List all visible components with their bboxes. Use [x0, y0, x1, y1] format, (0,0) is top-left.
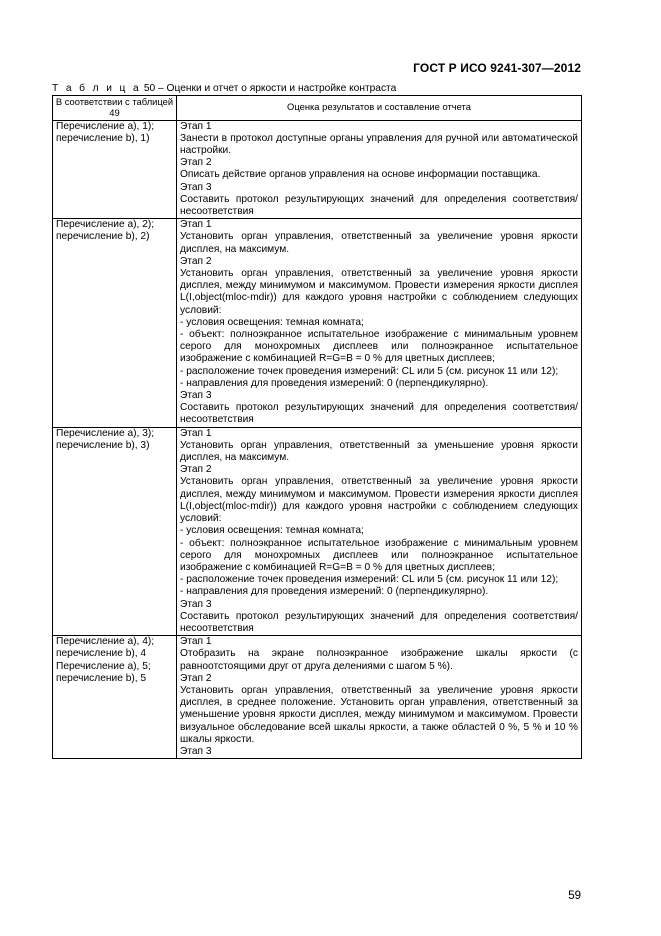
- evaluation-line: - условия освещения: темная комната;: [180, 316, 364, 328]
- evaluation-line: - объект: полноэкранное испытательное изображение с минимальным уровнем серого для монохромных дисплеев или полноэкранное испытательное изображение с комбинацией R=G=B = 0 % для цветных дисплеев;: [180, 329, 578, 365]
- evaluation-line: Описать действие органов управления на основе информации поставщика.: [180, 169, 541, 181]
- table-caption: [52, 83, 396, 94]
- document-standard-header: ГОСТ Р ИСО 9241-307—2012: [413, 61, 581, 75]
- row-reference-cell: Перечисление а), 1); перечисление b), 1): [53, 120, 177, 219]
- row-reference-cell: Перечисление а), 2); перечисление b), 2): [53, 219, 177, 427]
- evaluation-line: Отобразить на экране полноэкранное изображение шкалы яркости (с равноотстоящими друг от друга делениями с шагом 5 %).: [180, 648, 578, 672]
- evaluation-line: Этап 3: [180, 181, 212, 193]
- evaluation-line: - направления для проведения измерений: 0 (перпендикулярно).: [180, 377, 489, 389]
- row-reference-cell: Перечисление а), 3); перечисление b), 3): [53, 427, 177, 635]
- evaluation-table: [52, 95, 582, 759]
- table-row: [53, 636, 582, 759]
- row-evaluation-cell: [177, 120, 582, 219]
- evaluation-line: Этап 2: [180, 255, 212, 267]
- evaluation-line: Этап 1: [180, 427, 212, 439]
- row-evaluation-cell: [177, 636, 582, 759]
- evaluation-line: Установить орган управления, ответственный за уменьшение уровня яркости дисплея, на максимум.: [180, 439, 578, 464]
- header-evaluation: Оценка результатов и составление отчета: [177, 96, 582, 121]
- table-caption-text: 50 – Оценки и отчет о яркости и настройке контраста: [143, 83, 397, 94]
- evaluation-line: Установить орган управления, ответственный за увеличение уровня яркости дисплея, в среднее положение. Установить орган управления, ответственный за уменьшение уровня яркости дисплея, между минимумом и максимумом. Провести визуальное обследование всей шкалы яркости, а также областей 0 %, 5 % и 10 % шкалы яркости.: [180, 684, 578, 745]
- evaluation-line: - направления для проведения измерений: 0 (перпендикулярно).: [180, 586, 489, 598]
- evaluation-line: Составить протокол результирующих значений для определения соответствия/несоответствия: [180, 402, 578, 426]
- evaluation-line: - объект: полноэкранное испытательное изображение с минимальным уровнем серого для монохромных дисплеев или полноэкранное испытательное изображение с комбинацией R=G=B = 0 % для цветных дисплеев;: [180, 537, 578, 573]
- table-header-row: [53, 96, 582, 121]
- evaluation-line: Этап 1: [180, 219, 212, 231]
- evaluation-line: Этап 3: [180, 390, 212, 402]
- table-row: [53, 219, 582, 427]
- evaluation-line: Этап 2: [180, 157, 212, 169]
- table-caption-label: Т а б л и ц а: [52, 83, 142, 94]
- evaluation-line: Установить орган управления, ответственный за увеличение уровня яркости дисплея, на максимум.: [180, 231, 578, 255]
- evaluation-line: Этап 3: [180, 598, 212, 610]
- table-row: [53, 427, 582, 635]
- evaluation-line: Установить орган управления, ответственный за увеличение уровня яркости дисплея, между минимумом и максимумом. Провести измерения яркости дисплея L(I,object(mloc-mdir)) для каждого уровня настройки с соблюдением следующих условий:: [180, 268, 578, 316]
- page-number: 59: [568, 890, 581, 902]
- row-evaluation-cell: [177, 219, 582, 427]
- evaluation-line: Этап 1: [180, 636, 212, 648]
- row-reference-cell: Перечисление а), 4); перечисление b), 4 Перечисление а), 5; перечисление b), 5: [53, 636, 177, 759]
- evaluation-line: Этап 3: [180, 745, 212, 757]
- header-reference: В соответствии с таблицей 49: [53, 96, 177, 121]
- evaluation-line: - расположение точек проведения измерений: CL или 5 (см. рисунок 11 или 12);: [180, 574, 559, 586]
- evaluation-line: Установить орган управления, ответственный за увеличение уровня яркости дисплея, между минимумом и максимумом. Провести измерения яркости дисплея L(I,object(mloc-mdir)) для каждого уровня настройки с соблюдением следующих условий:: [180, 476, 578, 525]
- evaluation-line: Составить протокол результирующих значений для определения соответствия/несоответствия: [180, 193, 578, 218]
- evaluation-line: Занести в протокол доступные органы управления для ручной или автоматической настройки.: [180, 132, 578, 156]
- row-evaluation-cell: [177, 427, 582, 635]
- evaluation-line: - условия освещения: темная комната;: [180, 525, 364, 537]
- evaluation-line: - расположение точек проведения измерений: CL или 5 (см. рисунок 11 или 12);: [180, 365, 559, 377]
- table-row: [53, 120, 582, 219]
- evaluation-line: Этап 2: [180, 464, 212, 476]
- evaluation-line: Этап 2: [180, 672, 212, 684]
- evaluation-line: Этап 1: [180, 120, 212, 132]
- evaluation-line: Составить протокол результирующих значений для определения соответствия/несоответствия: [180, 610, 578, 634]
